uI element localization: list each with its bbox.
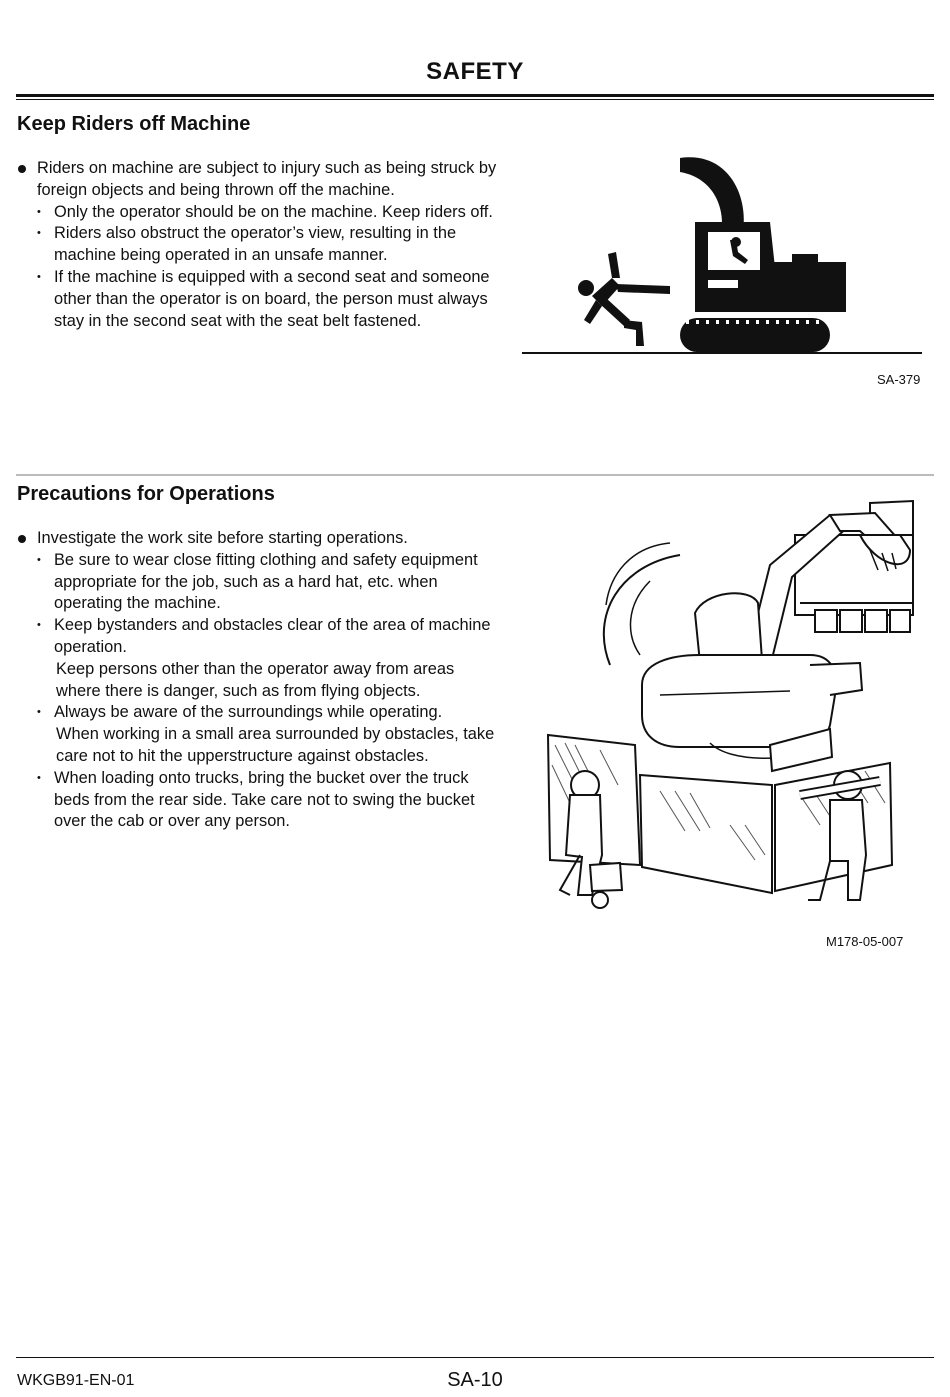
footer-doc-id: WKGB91-EN-01	[17, 1372, 135, 1389]
bullet-item: Investigate the work site before starting operations.	[17, 528, 502, 550]
sub-item: • If the machine is equipped with a second seat and someone other than the operator is on board, the person must always stay in the second seat with the seat belt fastened.	[37, 267, 502, 332]
footer-rule	[16, 1357, 934, 1358]
sub-item: • Be sure to wear close fitting clothing and safety equipment appropriate for the job, such as a hard hat, etc. when operating the machine.	[37, 550, 502, 615]
section-heading-operations: Precautions for Operations	[17, 483, 275, 505]
sub-item: • Riders also obstruct the operator’s view, resulting in the machine being operated in an unsafe manner.	[37, 223, 502, 267]
sub-item-continuation: When working in a small area surrounded by obstacles, take care not to hit the upperstructure against obstacles.	[56, 725, 495, 765]
header-rule	[16, 94, 934, 97]
sub-list	[37, 550, 502, 833]
figure-code: M178-05-007	[826, 934, 904, 949]
header-rule-thin	[16, 99, 934, 100]
figure-code: SA-379	[877, 372, 921, 387]
sub-item: • Always be aware of the surroundings while operating. When working in a small area surrounded by obstacles, take care not to hit the upperstructure against obstacles.	[37, 702, 502, 767]
riders-illustration	[520, 150, 925, 360]
bullet-item: Riders on machine are subject to injury such as being struck by foreign objects and being thrown off the machine.	[17, 158, 502, 202]
operations-illustration	[530, 495, 925, 920]
sub-item: • Keep bystanders and obstacles clear of the area of machine operation. Keep persons other than the operator away from areas where there is danger, such as from flying objects.	[37, 615, 502, 702]
section-body-operations	[17, 528, 502, 833]
sub-list	[37, 202, 502, 333]
sub-item: • Only the operator should be on the machine. Keep riders off.	[37, 202, 502, 224]
section-body-riders	[17, 158, 502, 332]
sub-item-continuation: Keep persons other than the operator away from areas where there is danger, such as from flying objects.	[56, 659, 455, 700]
sub-item: • When loading onto trucks, bring the bucket over the truck beds from the rear side. Take care not to swing the bucket over the cab or over any person.	[37, 768, 502, 833]
page-title: SAFETY	[426, 58, 524, 85]
section-heading-riders: Keep Riders off Machine	[17, 113, 251, 135]
section-divider	[16, 474, 934, 476]
footer-page-number: SA-10	[447, 1369, 503, 1391]
